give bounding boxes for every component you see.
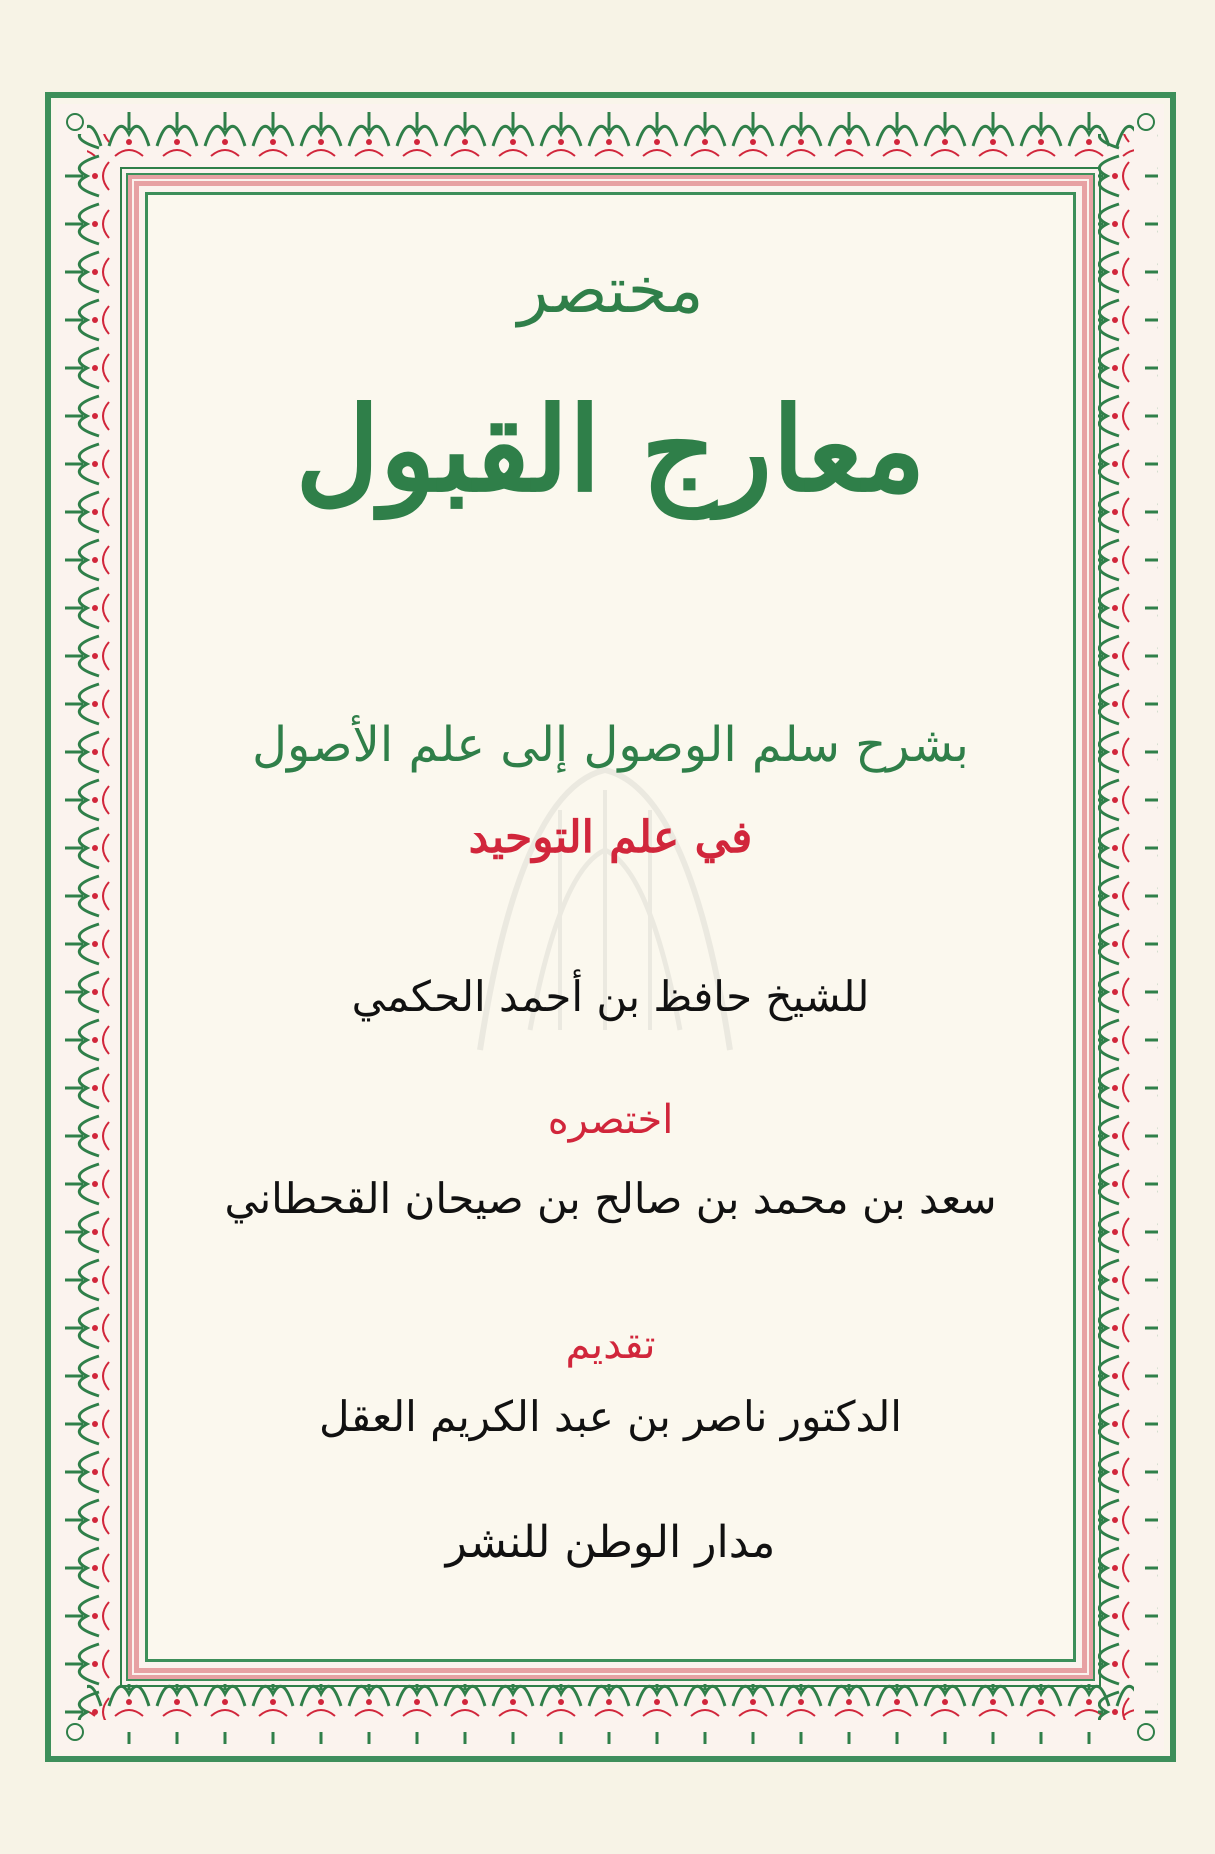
- author-line: للشيخ حافظ بن أحمد الحكمي: [351, 972, 870, 1021]
- title-prefix: مختصر: [517, 254, 704, 328]
- publisher-name: مدار الوطن للنشر: [445, 1517, 776, 1568]
- introduction-author: الدكتور ناصر بن عبد الكريم العقل: [319, 1392, 902, 1441]
- abridged-label: اختصره: [547, 1097, 674, 1143]
- cover-text: [145, 192, 1076, 1662]
- introduction-label: تقديم: [565, 1322, 656, 1368]
- book-title: معارج القبول: [295, 382, 926, 518]
- book-subtitle: بشرح سلم الوصول إلى علم الأصول: [252, 717, 969, 773]
- book-subtopic: في علم التوحيد: [468, 812, 753, 863]
- abridger-name: سعد بن محمد بن صالح بن صيحان القحطاني: [224, 1174, 997, 1223]
